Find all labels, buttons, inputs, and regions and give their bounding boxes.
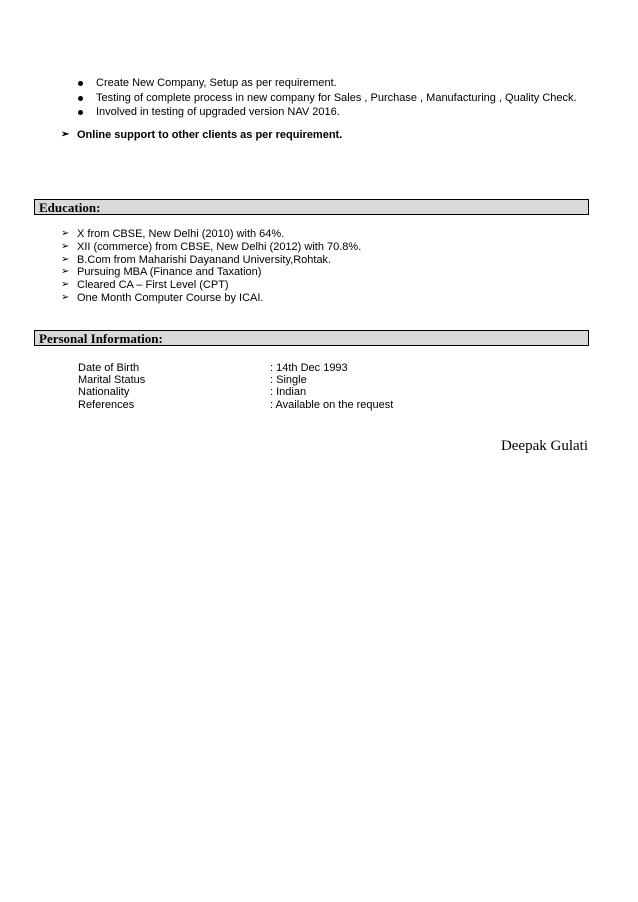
info-label: Date of Birth [78, 362, 140, 374]
bullet-icon [78, 96, 83, 101]
education-item-text: B.Com from Maharishi Dayanand University,Rohtak. [77, 254, 332, 266]
info-value: : Single [270, 374, 307, 386]
work-bullet-text: Testing of complete process in new company for Sales , Purchase , Manufacturing , Quality Check. [96, 92, 577, 104]
section-heading: Education: [39, 200, 101, 215]
info-value: : Available on the request [270, 399, 394, 411]
arrow-bullet-icon: ➢ [61, 241, 70, 252]
education-item-text: Cleared CA – First Level (CPT) [77, 279, 229, 291]
info-label: Marital Status [78, 374, 146, 386]
info-value: : 14th Dec 1993 [270, 362, 348, 374]
education-item-text: Pursuing MBA (Finance and Taxation) [77, 266, 262, 278]
arrow-bullet-icon: ➢ [61, 228, 70, 239]
education-heading-bar [34, 199, 589, 215]
education-item-text: X from CBSE, New Delhi (2010) with 64%. [77, 228, 285, 240]
arrow-bullet-icon: ➢ [61, 266, 70, 277]
education-item-text: XII (commerce) from CBSE, New Delhi (2012) with 70.8%. [77, 241, 362, 253]
work-bullet-text: Create New Company, Setup as per requirement. [96, 77, 337, 89]
arrow-bullet-icon: ➢ [61, 254, 70, 265]
arrow-bullet-icon: ➢ [61, 292, 70, 303]
bullet-icon [78, 110, 83, 115]
work-bullet-text: Involved in testing of upgraded version NAV 2016. [96, 106, 340, 118]
personal-heading-bar [34, 330, 589, 346]
education-item-text: One Month Computer Course by ICAI. [77, 292, 264, 304]
info-value: : Indian [270, 386, 307, 398]
support-text: Online support to other clients as per requirement. [77, 129, 343, 141]
signature-name: Deepak Gulati [500, 438, 588, 454]
section-heading: Personal Information: [39, 331, 163, 346]
bullet-icon [78, 81, 83, 86]
info-label: Nationality [78, 386, 130, 398]
arrow-bullet-icon: ➢ [61, 279, 70, 290]
arrow-bullet-icon: ➢ [61, 129, 70, 140]
info-label: References [78, 399, 135, 411]
